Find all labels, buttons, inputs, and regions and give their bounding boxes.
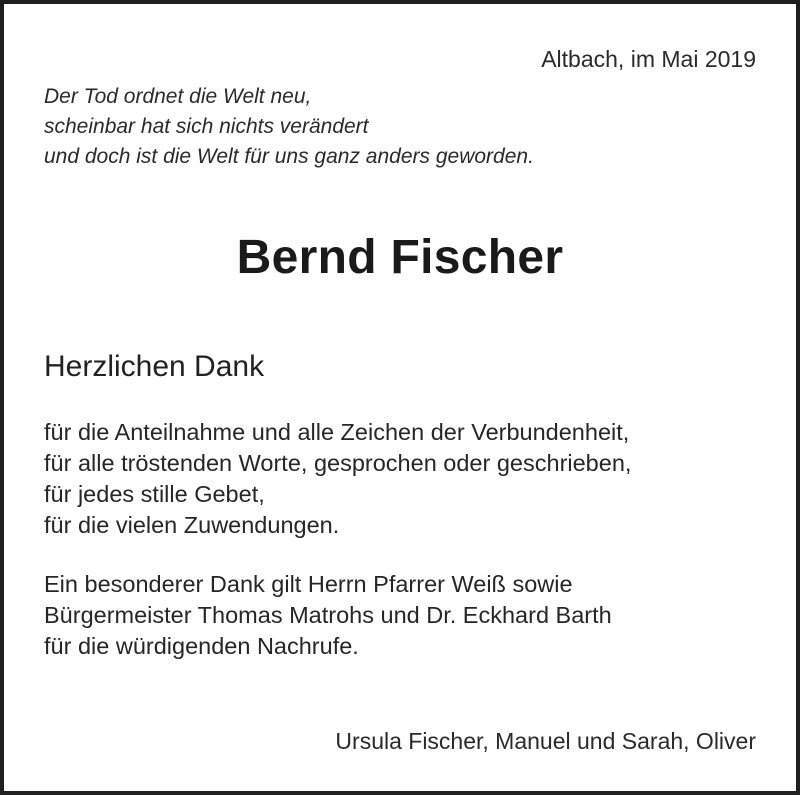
- deceased-name: Bernd Fischer: [236, 231, 564, 284]
- place-date: Altbach, im Mai 2019: [541, 46, 756, 72]
- paragraph-line: für jedes stille Gebet,: [44, 481, 265, 507]
- special-thanks-paragraph: [44, 569, 612, 662]
- paragraph-line: Bürgermeister Thomas Matrohs und Dr. Eckhard Barth: [44, 602, 612, 628]
- paragraph-line: für die würdigenden Nachrufe.: [44, 633, 359, 659]
- thanks-paragraph: [44, 417, 631, 541]
- motto-line: und doch ist die Welt für uns ganz anders geworden.: [44, 145, 534, 168]
- motto-line: Der Tod ordnet die Welt neu,: [44, 85, 312, 108]
- thanks-heading: Herzlichen Dank: [44, 350, 265, 383]
- paragraph-line: für die Anteilnahme und alle Zeichen der Verbundenheit,: [44, 419, 630, 445]
- signature: Ursula Fischer, Manuel und Sarah, Oliver: [335, 728, 756, 754]
- motto-quote: [44, 82, 534, 172]
- paragraph-line: für alle tröstenden Worte, gesprochen oder geschrieben,: [44, 450, 632, 476]
- paragraph-line: für die vielen Zuwendungen.: [44, 512, 340, 538]
- motto-line: scheinbar hat sich nichts verändert: [44, 115, 369, 138]
- paragraph-line: Ein besonderer Dank gilt Herrn Pfarrer Weiß sowie: [44, 571, 573, 597]
